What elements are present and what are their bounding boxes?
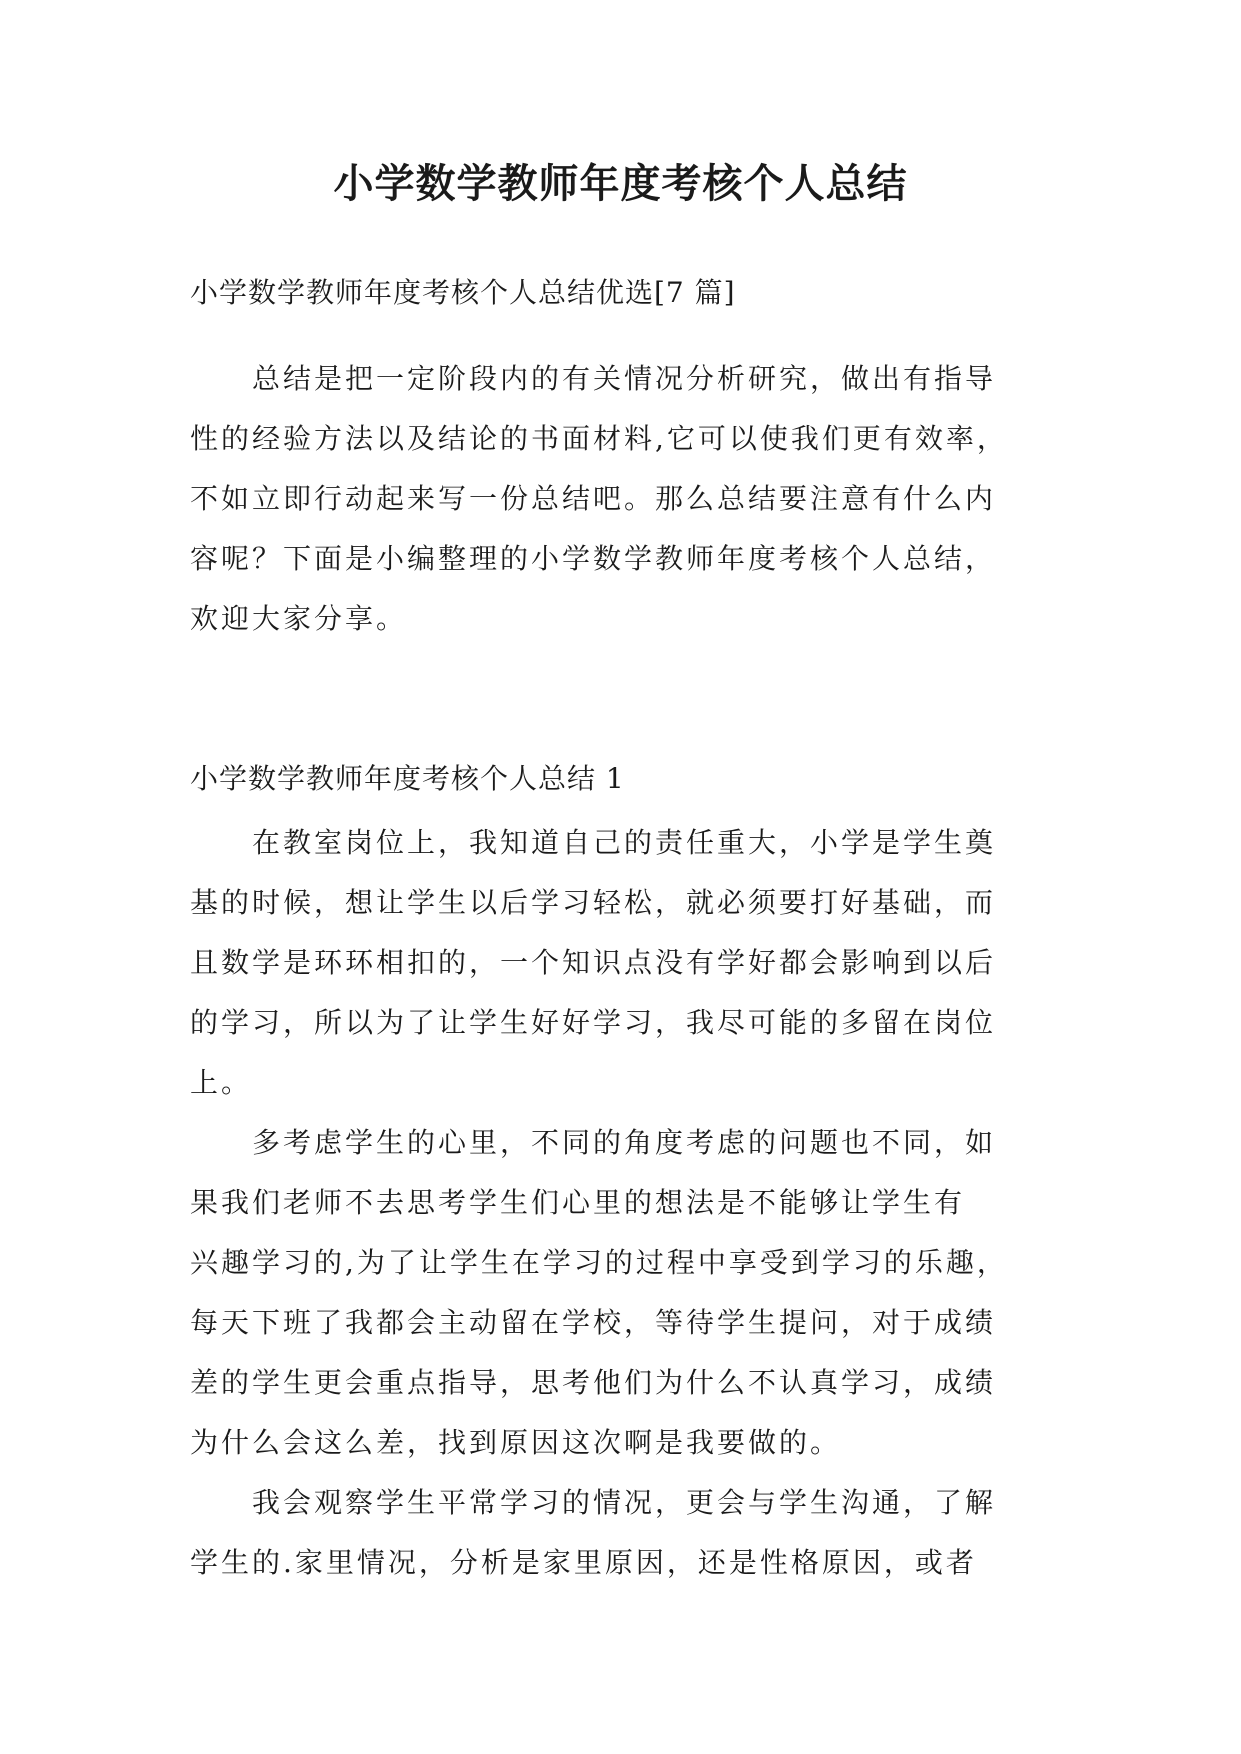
document-title: 小学数学教师年度考核个人总结: [333, 160, 908, 207]
body-paragraph: 在教室岗位上，我知道自己的责任重大，小学是学生奠 基的时候，想让学生以后学习轻松，就必须要打好基础，而 且数学是环环相扣的，一个知识点没有学好都会影响到以后 的学习，所以为了让学生好好学习，我尽可能的多留在岗位 上。: [190, 826, 997, 1099]
section-heading: 小学数学教师年度考核个人总结 1: [190, 762, 625, 795]
body-paragraph: 我会观察学生平常学习的情况，更会与学生沟通，了解 学生的.家里情况，分析是家里原因，还是性格原因，或者: [190, 1486, 997, 1579]
body-paragraph: 多考虑学生的心里，不同的角度考虑的问题也不同，如 果我们老师不去思考学生们心里的想法是不能够让学生有 兴趣学习的,为了让学生在学习的过程中享受到学习的乐趣， 每天下班了我都会主动留在学校，等待学生提问，对于成绩 差的学生更会重点指导，思考他们为什么不认真学习，成绩 为什么会这么差，找到原因这次啊是我要做的。: [190, 1126, 1008, 1459]
document-subtitle: 小学数学教师年度考核个人总结优选[7 篇]: [190, 276, 736, 309]
intro-paragraph: 总结是把一定阶段内的有关情况分析研究，做出有指导 性的经验方法以及结论的书面材料,它可以使我们更有效率， 不如立即行动起来写一份总结吧。那么总结要注意有什么内 容呢？下面是小编整理的小学数学教师年度考核个人总结， 欢迎大家分享。: [190, 362, 1008, 635]
